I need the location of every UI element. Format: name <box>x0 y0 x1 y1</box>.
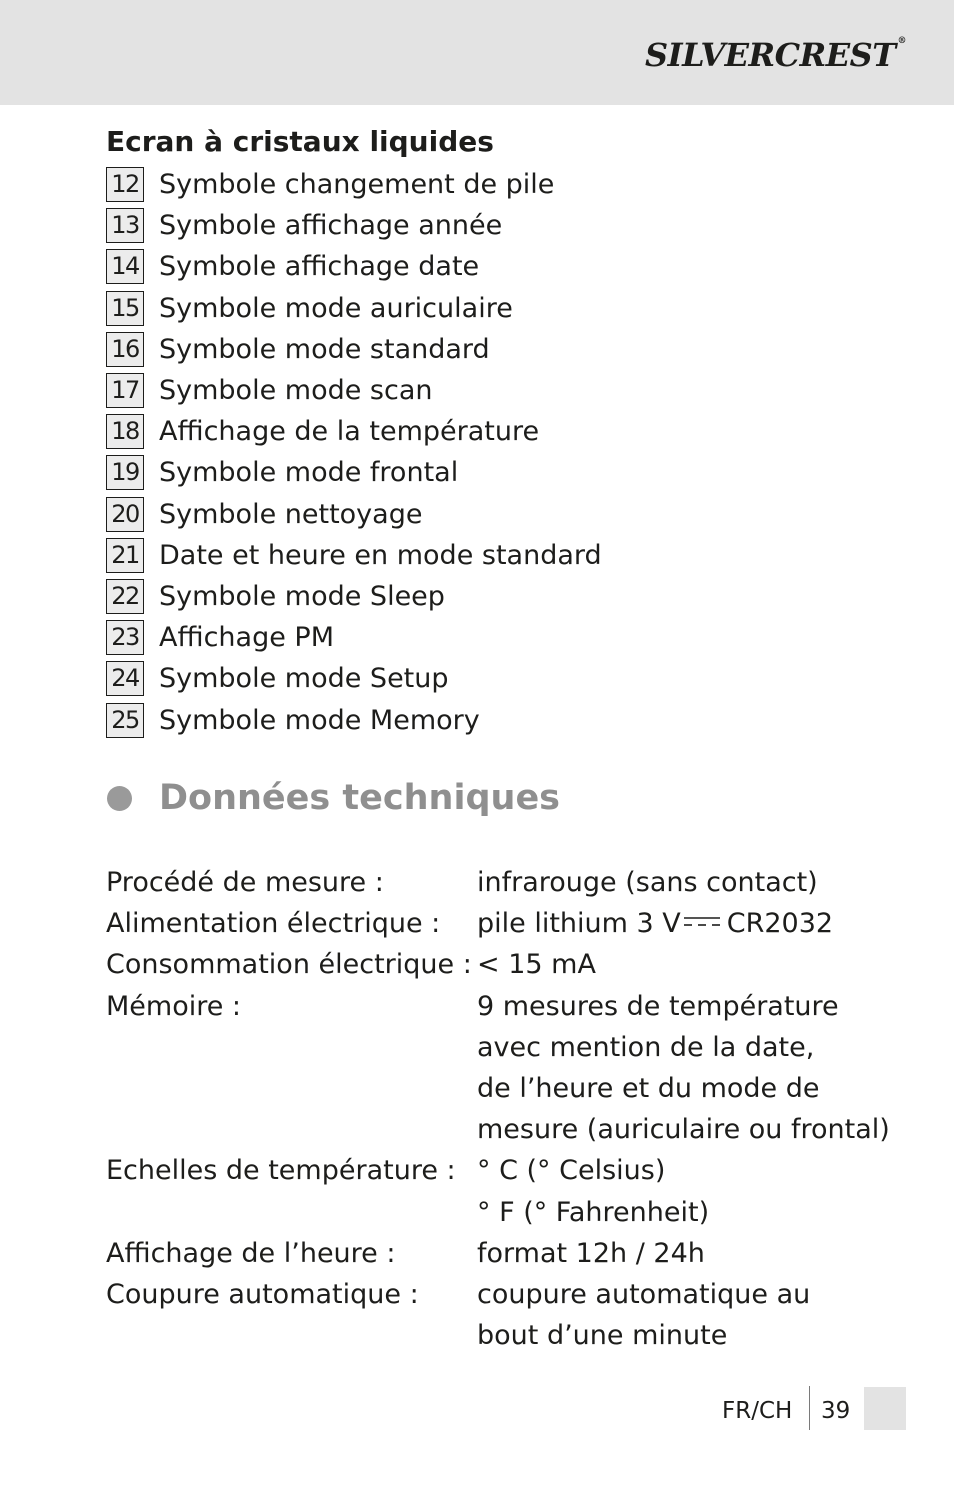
spec-value-line: ° C (° Celsius) <box>477 1155 666 1187</box>
spec-value <box>477 944 596 985</box>
legend-item <box>106 494 602 535</box>
footer-divider <box>809 1386 810 1430</box>
legend-label: Symbole mode Memory <box>159 704 480 736</box>
spec-value-line: de l’heure et du mode de <box>477 1072 820 1104</box>
spec-row <box>106 1150 890 1232</box>
legend-number-box: 20 <box>106 497 144 532</box>
legend-label: Symbole affichage année <box>159 210 503 242</box>
spec-row <box>106 1274 890 1356</box>
spec-label: Procédé de mesure : <box>106 867 384 898</box>
spec-row <box>106 986 890 1151</box>
spec-value-line: < 15 mA <box>477 949 596 981</box>
spec-row <box>106 944 890 985</box>
legend-item <box>106 699 602 740</box>
dc-current-icon <box>683 916 721 928</box>
spec-value-line: 9 mesures de température <box>477 990 839 1022</box>
legend-label: Symbole mode auriculaire <box>159 292 513 324</box>
spec-value <box>477 986 890 1151</box>
spec-value-line: ° F (° Fahrenheit) <box>477 1196 710 1228</box>
legend-number-box: 18 <box>106 414 144 449</box>
legend-label: Affichage PM <box>159 622 334 654</box>
legend-number-box: 13 <box>106 208 144 243</box>
legend-number-box: 15 <box>106 291 144 326</box>
legend-item <box>106 246 602 287</box>
legend-item <box>106 370 602 411</box>
spec-table <box>106 862 890 1356</box>
legend-label: Symbole mode Setup <box>159 663 449 695</box>
legend-number-box: 24 <box>106 661 144 696</box>
legend-item <box>106 411 602 452</box>
spec-value <box>477 1274 810 1356</box>
spec-value-line: infrarouge (sans contact) <box>477 867 818 898</box>
tech-section-title: Données techniques <box>159 778 561 818</box>
lcd-section-title: Ecran à cristaux liquides <box>106 125 494 158</box>
legend-label: Symbole mode frontal <box>159 457 459 489</box>
legend-item <box>106 452 602 493</box>
legend-label: Affichage de la température <box>159 416 540 448</box>
spec-row <box>106 1233 890 1274</box>
spec-label: Echelles de température : <box>106 1155 456 1187</box>
spec-value-line: bout d’une minute <box>477 1320 728 1352</box>
spec-label: Coupure automatique : <box>106 1278 419 1310</box>
legend-label: Symbole mode scan <box>159 375 433 407</box>
legend-label: Symbole nettoyage <box>159 498 423 530</box>
spec-value-line: avec mention de la date, <box>477 1031 815 1063</box>
legend-item <box>106 205 602 246</box>
legend-item <box>106 535 602 576</box>
section-bullet-icon <box>107 786 132 811</box>
spec-value-line: pile lithium 3 V CR2032 <box>477 908 834 940</box>
legend-number-box: 25 <box>106 703 144 738</box>
legend-label: Date et heure en mode standard <box>159 539 602 571</box>
legend-number-box: 21 <box>106 538 144 573</box>
spec-label: Consommation électrique : <box>106 949 472 981</box>
spec-value <box>477 1150 709 1232</box>
legend-label: Symbole affichage date <box>159 251 480 283</box>
legend-item <box>106 164 602 205</box>
legend-label: Symbole changement de pile <box>159 169 555 201</box>
spec-label: Affichage de l’heure : <box>106 1237 396 1269</box>
legend-item <box>106 658 602 699</box>
legend-number-box: 16 <box>106 332 144 367</box>
legend-number-box: 14 <box>106 249 144 284</box>
spec-value-line: mesure (auriculaire ou frontal) <box>477 1114 890 1146</box>
legend-number-box: 17 <box>106 373 144 408</box>
footer-language: FR/CH <box>722 1398 793 1424</box>
legend-item <box>106 576 602 617</box>
spec-value-line: format 12h / 24h <box>477 1237 705 1269</box>
legend-number-box: 12 <box>106 167 144 202</box>
spec-value-line: coupure automatique au <box>477 1278 811 1310</box>
legend-label: Symbole mode standard <box>159 333 490 365</box>
footer-tab <box>864 1387 906 1430</box>
spec-value <box>477 862 818 903</box>
spec-row <box>106 862 890 903</box>
spec-label: Mémoire : <box>106 990 242 1022</box>
page-number: 39 <box>821 1398 851 1424</box>
legend-number-box: 23 <box>106 620 144 655</box>
lcd-legend-list <box>106 164 602 741</box>
legend-item <box>106 288 602 329</box>
legend-item <box>106 329 602 370</box>
spec-label: Alimentation électrique : <box>106 908 441 940</box>
legend-item <box>106 617 602 658</box>
spec-value <box>477 903 833 944</box>
spec-value <box>477 1233 705 1274</box>
legend-number-box: 22 <box>106 579 144 614</box>
legend-label: Symbole mode Sleep <box>159 580 445 612</box>
legend-number-box: 19 <box>106 455 144 490</box>
spec-row <box>106 903 890 944</box>
brand-logo: SILVERCREST ® <box>645 36 906 74</box>
